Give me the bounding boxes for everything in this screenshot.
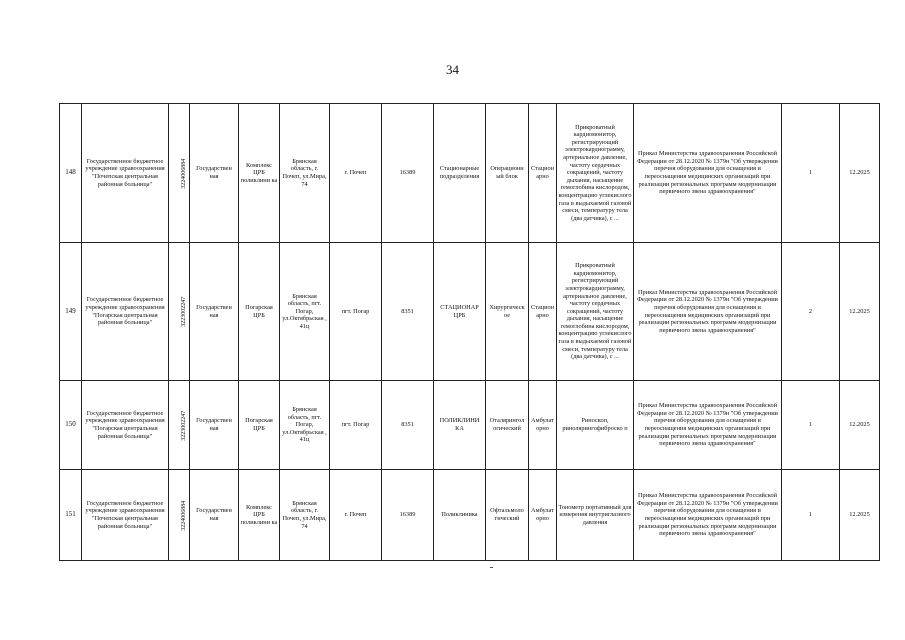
order-cell: Приказ Министерства здравоохранения Российской Федерации от 28.12.2020 № 1379н "Об утверждении перечня оборудования для оснащения и переоснащения медицинских организаций при реализации региональных программ модернизации первичного звена здравоохранения" (634, 470, 782, 561)
page-number: 34 (446, 62, 459, 77)
equipment-text: Прикроватный кардиомонитор, регистрирующий электрокардиограмму, артериальное давление, частоту сердечных сокращений, частоту дыхания, насыщение гемоглобина кислородом, концентрацию углекислого газа в выдыхаемой газовой смеси, температуру тела (два датчика), с ... (558, 262, 632, 361)
equipment-cell: Тонометр портативный для измерения внутриглазного давления (557, 470, 634, 561)
equipment-registry-table (59, 103, 880, 561)
ownership-cell: Государствен ная (190, 243, 239, 381)
row-number: 148 (60, 104, 82, 243)
ownership-cell: Государствен ная (190, 381, 239, 470)
table-row (60, 470, 880, 561)
subdivision-cell: Операционн ый блок (486, 104, 529, 243)
unit-cell: Погарская ЦРБ (239, 243, 280, 381)
address-cell: Брянская область, пгт. Погар, ул.Октябрьская , 41ц (280, 243, 330, 381)
organization-cell: Государственное бюджетное учреждение здравоохранения "Погарская центральная районная больница" (82, 243, 169, 381)
row-number: 151 (60, 470, 82, 561)
equipment-cell (557, 104, 634, 243)
row-number: 150 (60, 381, 82, 470)
date-cell: 12.2025 (840, 243, 880, 381)
quantity-cell: 1 (782, 470, 840, 561)
department-cell: СТАЦИОНАР ЦРБ (434, 243, 486, 381)
unit-cell: Комплекс ЦРБ поликлини ка (239, 104, 280, 243)
address-cell: Брянская область, пгт. Погар, ул.Октябрьская , 41ц (280, 381, 330, 470)
quantity-cell: 1 (782, 381, 840, 470)
locality-cell: г. Почеп (330, 470, 382, 561)
care-type-cell: Амбулат орно (529, 381, 557, 470)
code-cell: 8351 (382, 243, 434, 381)
equipment-cell (557, 243, 634, 381)
department-cell: Поликлиника (434, 470, 486, 561)
department-cell: ПОЛИКЛИНИ КА (434, 381, 486, 470)
organization-cell: Государственное бюджетное учреждение здравоохранения "Почепская центральная районная больница" (82, 470, 169, 561)
care-type-cell: Амбулат орно (529, 470, 557, 561)
order-cell: Приказ Министерства здравоохранения Российской Федерации от 28.12.2020 № 1379н "Об утверждении перечня оборудования для оснащения и переоснащения медицинских организаций при реализации региональных программ модернизации первичного звена здравоохранения" (634, 243, 782, 381)
subdivision-cell: Хирургическ ое (486, 243, 529, 381)
organization-cell: Государственное бюджетное учреждение здравоохранения "Почепская центральная районная больница" (82, 104, 169, 243)
locality-cell: пгт. Погар (330, 381, 382, 470)
page-footer-mark (490, 567, 493, 568)
table-row (60, 104, 880, 243)
inn-cell (169, 243, 190, 381)
table-row (60, 381, 880, 470)
quantity-cell: 2 (782, 243, 840, 381)
code-cell: 8351 (382, 381, 434, 470)
subdivision-cell: Офтальмоло гический (486, 470, 529, 561)
ownership-cell: Государствен ная (190, 104, 239, 243)
order-cell: Приказ Министерства здравоохранения Российской Федерации от 28.12.2020 № 1379н "Об утверждении перечня оборудования для оснащения и переоснащения медицинских организаций при реализации региональных программ модернизации первичного звена здравоохранения" (634, 104, 782, 243)
care-type-cell: Стацион арно (529, 243, 557, 381)
subdivision-cell: Оталярингол огический (486, 381, 529, 470)
address-cell: Брянская область, г. Почеп, ул.Мира, 74 (280, 470, 330, 561)
code-cell: 16389 (382, 104, 434, 243)
department-cell: Стационарные подразделения (434, 104, 486, 243)
equipment-cell: Риноскоп, ринолярингофиброско п (557, 381, 634, 470)
unit-cell: Комплекс ЦРБ поликлини ка (239, 470, 280, 561)
equipment-text: Прикроватный кардиомонитор, регистрирующий электрокардиограмму, артериальное давление, частоту сердечных сокращений, частоту дыхания, насыщение гемоглобина кислородом, концентрацию углекислого газа в выдыхаемой газовой смеси, температуру тела (два датчика), с ... (558, 123, 632, 222)
inn-value: 3224006884 (181, 158, 188, 189)
inn-value: 3223002247 (181, 297, 188, 327)
unit-cell: Погарская ЦРБ (239, 381, 280, 470)
inn-cell (169, 470, 190, 561)
inn-value: 3224006884 (181, 500, 188, 531)
date-cell: 12.2025 (840, 104, 880, 243)
order-cell: Приказ Министерства здравоохранения Российской Федерации от 28.12.2020 № 1379н "Об утверждении перечня оборудования для оснащения и переоснащения медицинских организаций при реализации региональных программ модернизации первичного звена здравоохранения" (634, 381, 782, 470)
inn-cell (169, 381, 190, 470)
inn-cell (169, 104, 190, 243)
table-row (60, 243, 880, 381)
row-number: 149 (60, 243, 82, 381)
address-cell: Брянская область, г. Почеп, ул.Мира, 74 (280, 104, 330, 243)
locality-cell: г. Почеп (330, 104, 382, 243)
locality-cell: пгт. Погар (330, 243, 382, 381)
inn-value: 3223002247 (181, 410, 188, 441)
organization-cell: Государственное бюджетное учреждение здравоохранения "Погарская центральная районная больница" (82, 381, 169, 470)
code-cell: 16389 (382, 470, 434, 561)
ownership-cell: Государствен ная (190, 470, 239, 561)
care-type-cell: Стацион арно (529, 104, 557, 243)
quantity-cell: 1 (782, 104, 840, 243)
date-cell: 12.2025 (840, 470, 880, 561)
date-cell: 12.2025 (840, 381, 880, 470)
